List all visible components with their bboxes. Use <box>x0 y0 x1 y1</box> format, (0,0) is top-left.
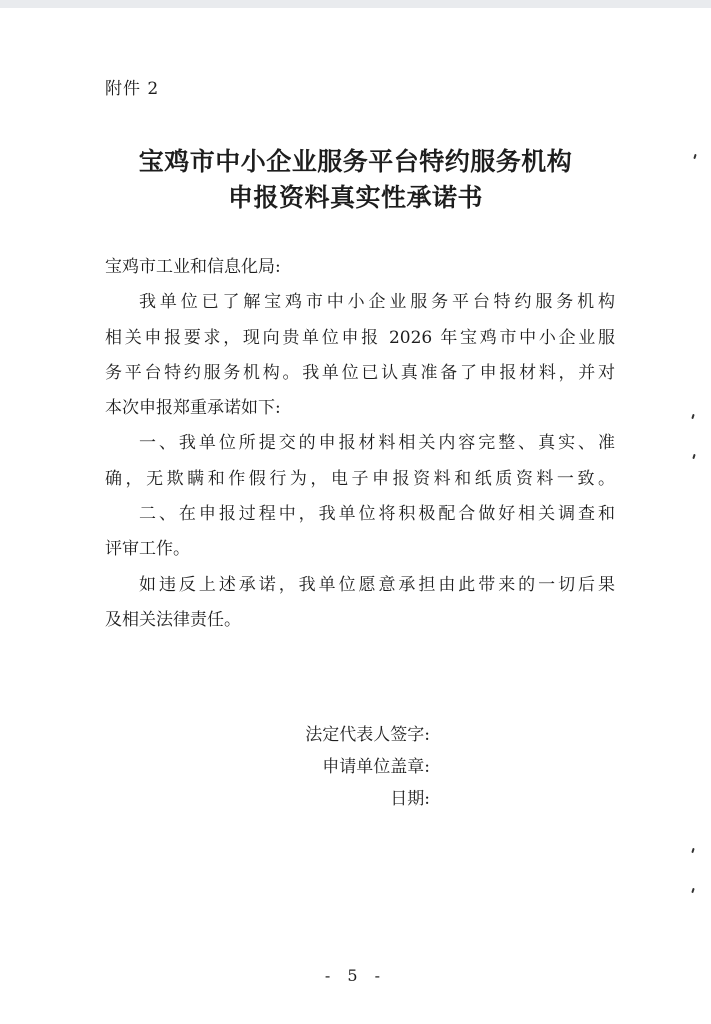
paragraph-line: 相关申报要求，现向贵单位申报 2026 年宝鸡市中小企业服 <box>105 327 615 348</box>
scan-speck <box>691 848 694 853</box>
paragraph-line: 一、我单位所提交的申报材料相关内容完整、真实、准 <box>139 433 615 454</box>
page-number: - 5 - <box>324 966 387 985</box>
viewer-top-bar <box>0 0 711 8</box>
document-title-line-2: 申报资料真实性承诺书 <box>227 183 483 212</box>
paragraph-line: 如违反上述承诺，我单位愿意承担由此带来的一切后果 <box>139 574 615 595</box>
document-title-line-1: 宝鸡市中小企业服务平台特约服务机构 <box>138 147 573 176</box>
representative-signature-label: 法定代表人签字: <box>305 725 430 745</box>
paragraph-line: 我单位已了解宝鸡市中小企业服务平台特约服务机构 <box>139 292 615 313</box>
attachment-label: 附件 2 <box>105 79 160 99</box>
document-body <box>105 250 615 638</box>
paragraph-line: 二、在申报过程中，我单位将积极配合做好相关调查和 <box>139 504 615 525</box>
document-page <box>0 8 711 1024</box>
paragraph-line: 本次申报郑重承诺如下: <box>105 398 281 419</box>
unit-seal-label: 申请单位盖章: <box>322 757 430 777</box>
paragraph-line: 及相关法律责任。 <box>105 609 241 630</box>
paragraph-line: 务平台特约服务机构。我单位已认真准备了申报材料，并对 <box>105 362 615 383</box>
paragraph-1 <box>105 285 615 426</box>
paragraph-4 <box>105 568 615 639</box>
scan-speck <box>691 888 694 893</box>
scan-speck <box>691 414 694 419</box>
paragraph-line: 确，无欺瞒和作假行为，电子申报资料和纸质资料一致。 <box>105 468 615 489</box>
paragraph-line: 评审工作。 <box>105 539 190 560</box>
paragraph-3 <box>105 497 615 568</box>
paragraph-2 <box>105 426 615 497</box>
salutation: 宝鸡市工业和信息化局: <box>105 257 281 277</box>
date-label: 日期: <box>390 789 430 809</box>
scan-speck <box>692 454 695 459</box>
